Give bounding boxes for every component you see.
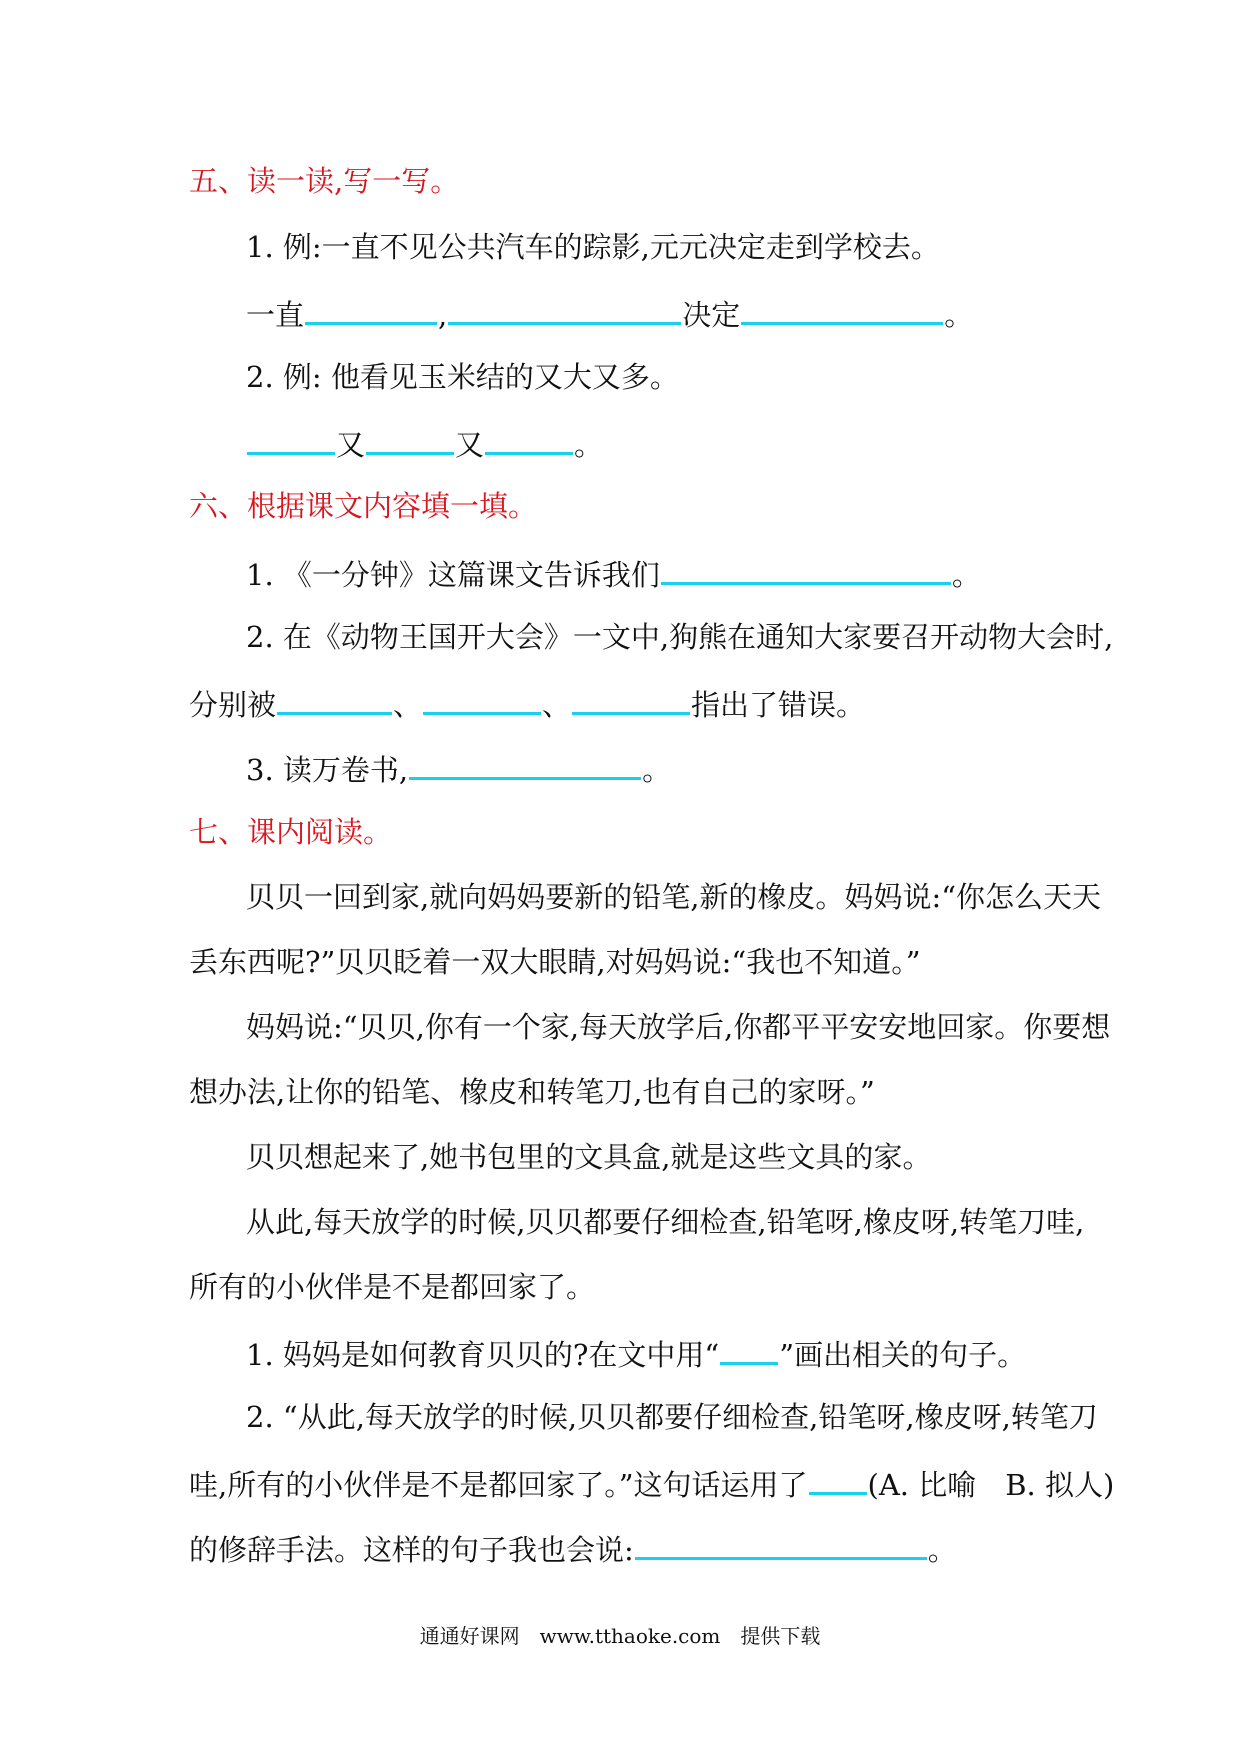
question-end: 。 <box>951 558 981 592</box>
section-6-q2-line1: 2. 在《动物王国开大会》一文中,狗熊在通知大家要召开动物大会时, <box>246 620 1114 654</box>
question-text: 分别被 <box>189 688 277 722</box>
section-6-q2-line2 <box>189 682 865 722</box>
question-text: 3. 读万卷书, <box>246 753 409 787</box>
section-7-q2-line1: 2. “从此,每天放学的时候,贝贝都要仔细检查,铅笔呀,橡皮呀,转笔刀 <box>246 1400 1098 1434</box>
question-end: 。 <box>927 1533 957 1567</box>
fill-text-a: 又 <box>336 428 366 462</box>
answer-blank[interactable] <box>247 422 335 455</box>
section-7-heading: 七、课内阅读。 <box>189 815 393 849</box>
section-7-q1 <box>246 1332 1026 1372</box>
answer-blank[interactable] <box>305 292 437 325</box>
question-end: 。 <box>642 753 672 787</box>
separator: 、 <box>542 688 572 722</box>
answer-blank[interactable] <box>720 1332 778 1365</box>
section-5-q1-example: 1. 例:一直不见公共汽车的踪影,元元决定走到学校去。 <box>246 230 940 264</box>
section-5-q1-fill-line <box>246 292 973 332</box>
section-5-q2-fill-line <box>246 422 603 462</box>
fill-text-a: 一直 <box>246 298 305 332</box>
answer-blank[interactable] <box>448 292 681 325</box>
question-text: 哇,所有的小伙伴是不是都回家了。”这句话运用了 <box>189 1468 808 1502</box>
answer-blank[interactable] <box>661 552 951 585</box>
passage-line: 贝贝想起来了,她书包里的文具盒,就是这些文具的家。 <box>246 1140 932 1174</box>
fill-text-end: 。 <box>944 298 974 332</box>
question-text: 1. 妈妈是如何教育贝贝的?在文中用“ <box>246 1338 720 1372</box>
passage-line: 妈妈说:“贝贝,你有一个家,每天放学后,你都平平安安地回家。你要想 <box>246 1010 1111 1044</box>
passage-line: 想办法,让你的铅笔、橡皮和转笔刀,也有自己的家呀。” <box>189 1075 875 1109</box>
fill-text-end: 。 <box>574 428 604 462</box>
fill-text-c: 决定 <box>682 298 741 332</box>
passage-line: 丢东西呢?”贝贝眨着一双大眼睛,对妈妈说:“我也不知道。” <box>189 945 921 979</box>
answer-options: (A. 比喻 B. 拟人) <box>867 1468 1115 1502</box>
answer-blank[interactable] <box>423 682 541 715</box>
answer-blank[interactable] <box>809 1462 867 1495</box>
section-6-heading: 六、根据课文内容填一填。 <box>189 489 538 523</box>
separator: 、 <box>393 688 423 722</box>
section-6-q3 <box>246 747 671 787</box>
fill-text-b: 又 <box>455 428 485 462</box>
section-5-heading: 五、读一读,写一写。 <box>189 164 460 198</box>
section-6-q1 <box>246 552 981 592</box>
section-7-q2-line2 <box>189 1462 1114 1502</box>
answer-blank[interactable] <box>635 1527 927 1560</box>
answer-blank[interactable] <box>366 422 454 455</box>
section-5-q2-example: 2. 例: 他看见玉米结的又大又多。 <box>246 360 679 394</box>
passage-line: 从此,每天放学的时候,贝贝都要仔细检查,铅笔呀,橡皮呀,转笔刀哇, <box>246 1205 1085 1239</box>
answer-blank[interactable] <box>277 682 392 715</box>
fill-text-b: , <box>438 298 448 332</box>
passage-line: 贝贝一回到家,就向妈妈要新的铅笔,新的橡皮。妈妈说:“你怎么天天 <box>246 880 1102 914</box>
question-text: 指出了错误。 <box>691 688 866 722</box>
section-7-q2-line3 <box>189 1527 957 1567</box>
passage-line: 所有的小伙伴是不是都回家了。 <box>189 1270 596 1304</box>
page-footer: 通通好课网 www.tthaoke.com 提供下载 <box>419 1624 821 1648</box>
question-text: 1. 《一分钟》这篇课文告诉我们 <box>246 558 660 592</box>
answer-blank[interactable] <box>572 682 690 715</box>
answer-blank[interactable] <box>485 422 573 455</box>
question-text: ”画出相关的句子。 <box>779 1338 1027 1372</box>
answer-blank[interactable] <box>741 292 943 325</box>
answer-blank[interactable] <box>409 747 641 780</box>
question-text: 的修辞手法。这样的句子我也会说: <box>189 1533 634 1567</box>
